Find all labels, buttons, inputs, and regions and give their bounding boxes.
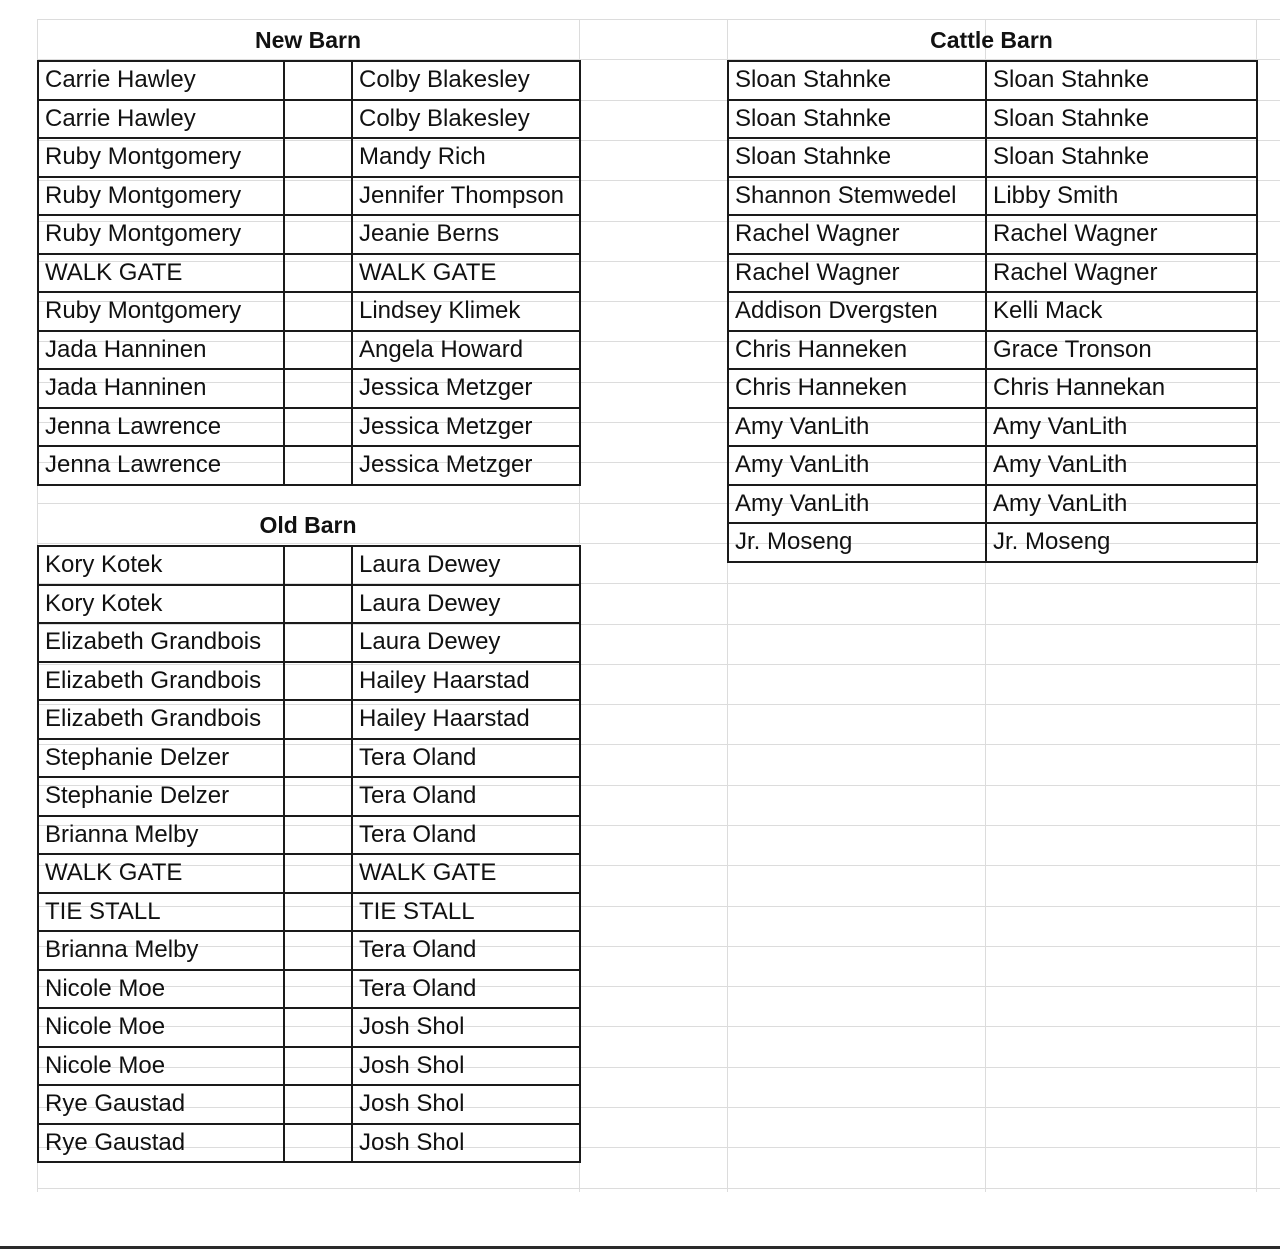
table-cell[interactable]	[284, 700, 352, 739]
table-cell[interactable]: Brianna Melby	[38, 931, 284, 970]
table-cell[interactable]	[284, 816, 352, 855]
table-cell[interactable]	[284, 854, 352, 893]
table-row	[38, 700, 580, 739]
table-cell[interactable]: Jenna Lawrence	[38, 446, 284, 485]
table-cell[interactable]: Amy VanLith	[728, 485, 986, 524]
table-row	[38, 623, 580, 662]
table-cell[interactable]	[284, 254, 352, 293]
cattle-barn-title: Cattle Barn	[930, 27, 1053, 53]
table-cell[interactable]: Elizabeth Grandbois	[38, 700, 284, 739]
table-row	[38, 408, 580, 447]
table-cell[interactable]	[284, 138, 352, 177]
table-row	[728, 292, 1257, 331]
table-cell[interactable]: Tera Oland	[352, 931, 580, 970]
table-cell[interactable]: Chris Hanneken	[728, 369, 986, 408]
table-cell[interactable]: Carrie Hawley	[38, 100, 284, 139]
table-cell[interactable]: Rachel Wagner	[986, 254, 1257, 293]
table-row	[38, 546, 580, 585]
table-cell[interactable]: Hailey Haarstad	[352, 662, 580, 701]
table-row	[38, 931, 580, 970]
table-cell[interactable]	[284, 408, 352, 447]
table-cell[interactable]	[284, 546, 352, 585]
table-cell[interactable]: Josh Shol	[352, 1085, 580, 1124]
table-cell[interactable]: Sloan Stahnke	[728, 100, 986, 139]
table-cell[interactable]: Rachel Wagner	[986, 215, 1257, 254]
table-cell[interactable]: Jenna Lawrence	[38, 408, 284, 447]
table-cell[interactable]: Colby Blakesley	[352, 100, 580, 139]
table-row	[38, 215, 580, 254]
table-row	[728, 138, 1257, 177]
table-row	[728, 100, 1257, 139]
table-cell[interactable]: Elizabeth Grandbois	[38, 662, 284, 701]
table-cell[interactable]	[284, 739, 352, 778]
table-cell[interactable]: Stephanie Delzer	[38, 739, 284, 778]
table-cell[interactable]: Colby Blakesley	[352, 61, 580, 100]
table-cell[interactable]: WALK GATE	[38, 854, 284, 893]
old-barn-table	[37, 545, 581, 1163]
table-cell[interactable]: Ruby Montgomery	[38, 138, 284, 177]
table-row	[38, 369, 580, 408]
grid-line	[37, 1188, 1280, 1189]
table-cell[interactable]: Tera Oland	[352, 777, 580, 816]
table-cell[interactable]: WALK GATE	[352, 854, 580, 893]
table-row	[38, 854, 580, 893]
table-cell[interactable]: WALK GATE	[38, 254, 284, 293]
table-cell[interactable]	[284, 893, 352, 932]
table-cell[interactable]: TIE STALL	[38, 893, 284, 932]
table-row	[38, 1047, 580, 1086]
table-row	[38, 446, 580, 485]
table-row	[38, 1124, 580, 1163]
table-cell[interactable]	[284, 1008, 352, 1047]
table-cell[interactable]: Stephanie Delzer	[38, 777, 284, 816]
table-cell[interactable]: TIE STALL	[352, 893, 580, 932]
table-cell[interactable]: Sloan Stahnke	[986, 138, 1257, 177]
table-cell[interactable]: Jada Hanninen	[38, 369, 284, 408]
table-cell[interactable]	[284, 61, 352, 100]
table-cell[interactable]: Rachel Wagner	[728, 215, 986, 254]
table-cell[interactable]: Elizabeth Grandbois	[38, 623, 284, 662]
table-cell[interactable]: Jada Hanninen	[38, 331, 284, 370]
table-cell[interactable]: Josh Shol	[352, 1124, 580, 1163]
table-cell[interactable]	[284, 331, 352, 370]
table-cell[interactable]: Sloan Stahnke	[728, 138, 986, 177]
table-cell[interactable]: Carrie Hawley	[38, 61, 284, 100]
table-cell[interactable]: Amy VanLith	[986, 485, 1257, 524]
table-row	[728, 408, 1257, 447]
table-row	[38, 331, 580, 370]
table-cell[interactable]: Laura Dewey	[352, 585, 580, 624]
table-cell[interactable]	[284, 292, 352, 331]
table-cell[interactable]: Kory Kotek	[38, 546, 284, 585]
table-cell[interactable]: Jeanie Berns	[352, 215, 580, 254]
table-cell[interactable]: Rye Gaustad	[38, 1085, 284, 1124]
table-cell[interactable]: Rachel Wagner	[728, 254, 986, 293]
table-cell[interactable]: Amy VanLith	[728, 408, 986, 447]
table-cell[interactable]	[284, 931, 352, 970]
old-barn-title: Old Barn	[259, 512, 357, 538]
table-cell[interactable]: Brianna Melby	[38, 816, 284, 855]
table-row	[38, 585, 580, 624]
table-cell[interactable]: Lindsey Klimek	[352, 292, 580, 331]
table-row	[38, 777, 580, 816]
table-cell[interactable]: Tera Oland	[352, 739, 580, 778]
table-cell[interactable]	[284, 970, 352, 1009]
table-cell[interactable]: Addison Dvergsten	[728, 292, 986, 331]
table-cell[interactable]: Jessica Metzger	[352, 446, 580, 485]
table-cell[interactable]: Sloan Stahnke	[728, 61, 986, 100]
table-cell[interactable]: Angela Howard	[352, 331, 580, 370]
table-cell[interactable]: Jessica Metzger	[352, 369, 580, 408]
table-row	[38, 100, 580, 139]
table-row	[38, 61, 580, 100]
table-cell[interactable]: Josh Shol	[352, 1008, 580, 1047]
table-cell[interactable]: Chris Hannekan	[986, 369, 1257, 408]
table-cell[interactable]: Laura Dewey	[352, 546, 580, 585]
table-cell[interactable]: Rye Gaustad	[38, 1124, 284, 1163]
table-cell[interactable]: Kelli Mack	[986, 292, 1257, 331]
table-cell[interactable]	[284, 177, 352, 216]
table-cell[interactable]	[284, 446, 352, 485]
table-row	[38, 292, 580, 331]
table-cell[interactable]: Shannon Stemwedel	[728, 177, 986, 216]
table-cell[interactable]: Jessica Metzger	[352, 408, 580, 447]
table-row	[38, 1085, 580, 1124]
table-cell[interactable]	[284, 100, 352, 139]
table-row	[728, 369, 1257, 408]
table-cell[interactable]: Hailey Haarstad	[352, 700, 580, 739]
table-cell[interactable]: Jr. Moseng	[986, 523, 1257, 562]
table-cell[interactable]: Ruby Montgomery	[38, 177, 284, 216]
table-cell[interactable]: Amy VanLith	[986, 446, 1257, 485]
table-cell[interactable]: Sloan Stahnke	[986, 100, 1257, 139]
table-row	[728, 523, 1257, 562]
table-cell[interactable]	[284, 623, 352, 662]
table-cell[interactable]: Ruby Montgomery	[38, 215, 284, 254]
table-row	[728, 61, 1257, 100]
table-cell[interactable]: Libby Smith	[986, 177, 1257, 216]
bottom-border	[0, 1246, 1280, 1249]
table-row	[728, 215, 1257, 254]
table-cell[interactable]: Grace Tronson	[986, 331, 1257, 370]
table-cell[interactable]: Laura Dewey	[352, 623, 580, 662]
table-row	[728, 177, 1257, 216]
table-cell[interactable]	[284, 215, 352, 254]
table-cell[interactable]: Amy VanLith	[986, 408, 1257, 447]
table-cell[interactable]	[284, 369, 352, 408]
table-row	[728, 485, 1257, 524]
cattle-barn-table	[727, 60, 1258, 563]
table-row	[38, 138, 580, 177]
table-cell[interactable]: Nicole Moe	[38, 1008, 284, 1047]
table-row	[38, 254, 580, 293]
table-cell[interactable]	[284, 1047, 352, 1086]
table-cell[interactable]: Nicole Moe	[38, 1047, 284, 1086]
table-row	[38, 816, 580, 855]
table-row	[38, 970, 580, 1009]
table-cell[interactable]	[284, 585, 352, 624]
table-cell[interactable]: WALK GATE	[352, 254, 580, 293]
table-cell[interactable]: Tera Oland	[352, 816, 580, 855]
table-cell[interactable]: Tera Oland	[352, 970, 580, 1009]
new-barn-title: New Barn	[254, 27, 362, 53]
table-cell[interactable]: Josh Shol	[352, 1047, 580, 1086]
table-cell[interactable]: Kory Kotek	[38, 585, 284, 624]
table-cell[interactable]	[284, 777, 352, 816]
table-row	[728, 254, 1257, 293]
table-row	[38, 1008, 580, 1047]
table-cell[interactable]: Ruby Montgomery	[38, 292, 284, 331]
table-cell[interactable]: Mandy Rich	[352, 138, 580, 177]
table-cell[interactable]: Nicole Moe	[38, 970, 284, 1009]
table-cell[interactable]: Jennifer Thompson	[352, 177, 580, 216]
table-cell[interactable]	[284, 1085, 352, 1124]
table-row	[728, 331, 1257, 370]
table-cell[interactable]: Chris Hanneken	[728, 331, 986, 370]
new-barn-table	[37, 60, 581, 486]
table-cell[interactable]: Jr. Moseng	[728, 523, 986, 562]
table-row	[38, 893, 580, 932]
table-row	[38, 662, 580, 701]
table-row	[38, 177, 580, 216]
table-cell[interactable]	[284, 1124, 352, 1163]
table-cell[interactable]	[284, 662, 352, 701]
table-row	[728, 446, 1257, 485]
table-row	[38, 739, 580, 778]
table-cell[interactable]: Sloan Stahnke	[986, 61, 1257, 100]
table-cell[interactable]: Amy VanLith	[728, 446, 986, 485]
